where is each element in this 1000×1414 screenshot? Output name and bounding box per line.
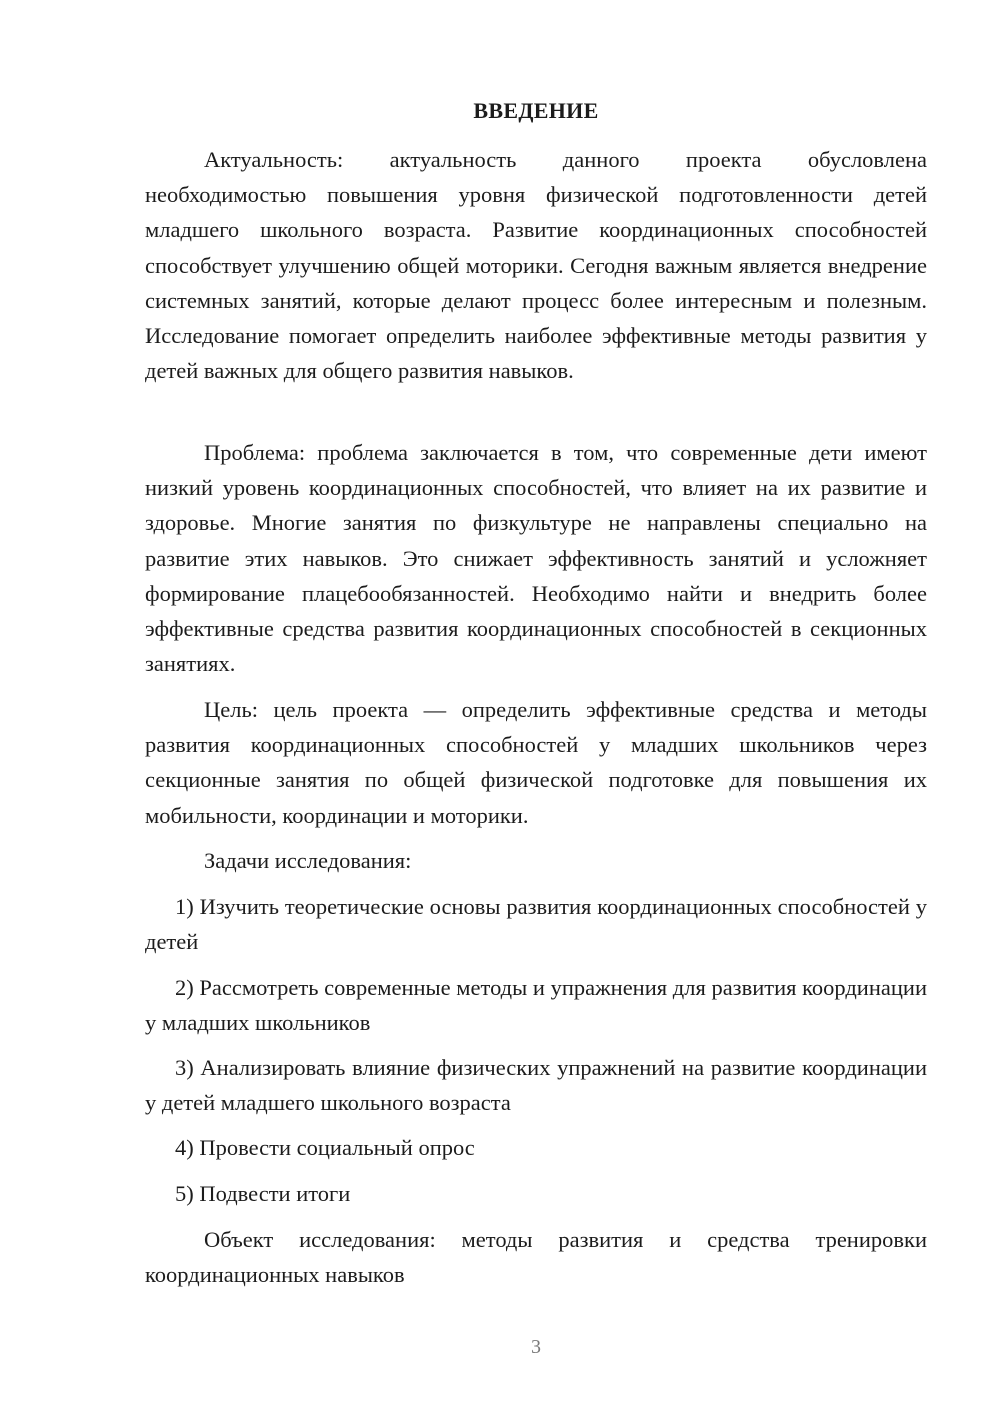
task-item: 2) Рассмотреть современные методы и упражнения для развития координации у младших школьников <box>145 975 927 1036</box>
task-item: 1) Изучить теоретические основы развития координационных способностей у детей <box>145 894 927 955</box>
page-title: ВВЕДЕНИЕ <box>473 98 599 123</box>
goal-paragraph: Цель: цель проекта — определить эффективные средства и методы развития координационных способностей у младших школьников через секционные занятия по общей физической подготовке для повышения их мобильности, координации и моторики. <box>145 697 927 828</box>
object-paragraph: Объект исследования: методы развития и средства тренировки координационных навыков <box>145 1227 927 1288</box>
task-item: 4) Провести социальный опрос <box>175 1135 475 1160</box>
task-item: 5) Подвести итоги <box>175 1181 351 1206</box>
tasks-heading: Задачи исследования: <box>204 848 412 873</box>
page-number: 3 <box>531 1336 541 1358</box>
task-item: 3) Анализировать влияние физических упражнений на развитие координации у детей младшего школьного возраста <box>145 1055 927 1116</box>
relevance-paragraph: Актуальность: актуальность данного проекта обусловлена необходимостью повышения уровня физической подготовленности детей младшего школьного возраста. Развитие координационных способностей способствует улучшению общей моторики. Сегодня важным является внедрение системных занятий, которые делают процесс более интересным и полезным. Исследование помогает определить наиболее эффективные методы развития у детей важных для общего развития навыков. <box>145 147 927 384</box>
problem-paragraph: Проблема: проблема заключается в том, что современные дети имеют низкий уровень координационных способностей, что влияет на их развитие и здоровье. Многие занятия по физкультуре не направлены специально на развитие этих навыков. Это снижает эффективность занятий и усложняет формирование плацебообязанностей. Необходимо найти и внедрить более эффективные средства развития координационных способностей в секционных занятиях. <box>145 440 927 677</box>
